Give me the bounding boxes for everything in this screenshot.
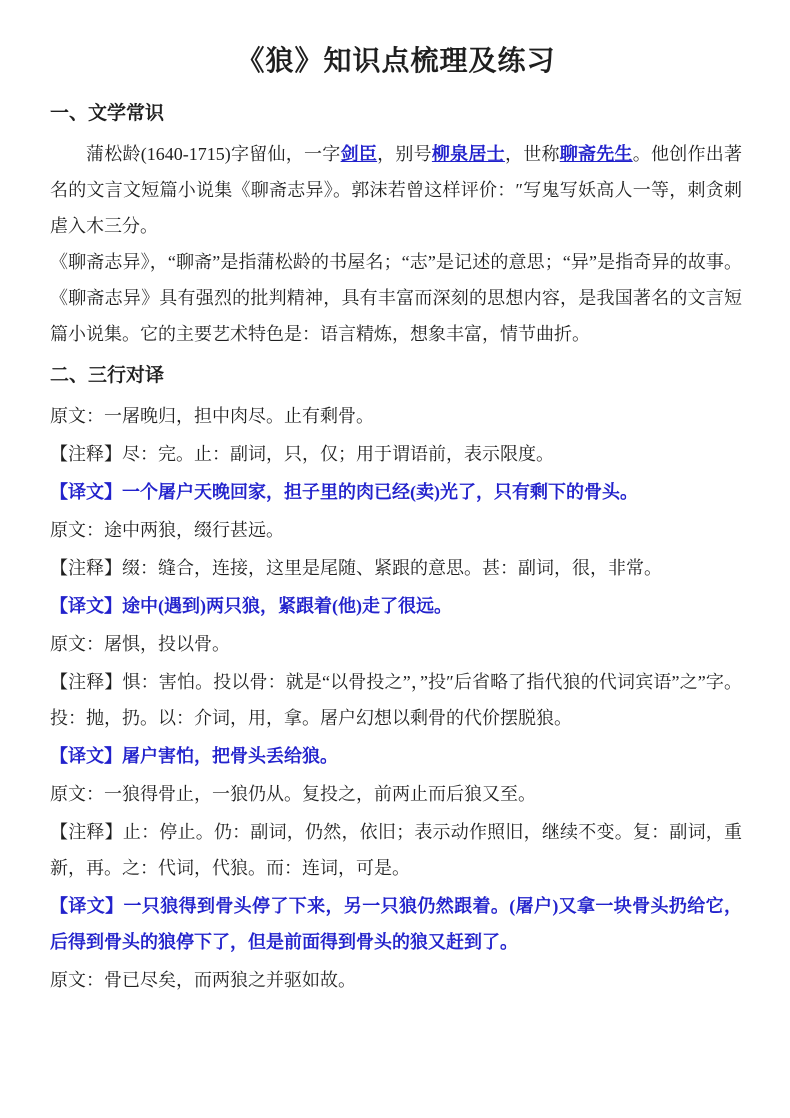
note-line: 【注释】缀：缝合，连接，这里是尾随、紧跟的意思。甚：副词，很，非常。 (50, 558, 662, 578)
original-line: 原文：一屠晚归，担中肉尽。止有剩骨。 (50, 406, 374, 426)
translation-line: 【译文】屠户害怕，把骨头丢给狼。 (50, 746, 338, 766)
translation-line: 【译文】一只狼得到骨头停了下来，另一只狼仍然跟着。(屠户)又拿一块骨头扔给它，后得到骨头的狼停下了，但是前面得到骨头的狼又赶到了。 (50, 896, 742, 952)
translation-line: 【译文】途中(遇到)两只狼，紧跟着(他)走了很远。 (50, 596, 452, 616)
translation-line: 【译文】一个屠户天晚回家，担子里的肉已经(卖)光了，只有剩下的骨头。 (50, 482, 638, 502)
note-line: 【注释】惧：害怕。投以骨：就是“以骨投之”，”投″后省略了指代狼的代词宾语”之”字。投：抛，扔。以：介词，用，拿。屠户幻想以剩骨的代价摆脱狼。 (50, 672, 742, 728)
page-title: 《狼》知识点梳理及练习 (236, 46, 556, 77)
section-heading-literature: 一、文学常识 (50, 103, 165, 124)
section-heading-translation: 二、三行对译 (50, 365, 165, 386)
literature-paragraph-1 (50, 136, 742, 244)
original-line: 原文：骨已尽矣，而两狼之并驱如故。 (50, 970, 356, 990)
literature-paragraph-2: 《聊斋志异》，“聊斋”是指蒲松龄的书屋名；“志”是记述的意思；“异”是指奇异的故事。《聊斋志异》具有强烈的批判精神，具有丰富而深刻的思想内容，是我国著名的文言短篇小说集。它的主要艺术特色是：语言精炼，想象丰富，情节曲折。 (50, 252, 742, 344)
text-run: 。他创作出著名的文言文短篇小说集《聊斋志异》。郭沫若曾这样评价：″写鬼写妖高人一等，刺贪刺虐入木三分。 (50, 144, 743, 236)
note-line: 【注释】尽：完。止：副词，只，仅；用于谓语前，表示限度。 (50, 444, 554, 464)
link-liaozhai-xiansheng[interactable]: 聊斋先生 (559, 144, 633, 164)
text-run: ，世称 (504, 144, 560, 164)
link-liuquan-jushi[interactable]: 柳泉居士 (431, 144, 505, 164)
note-line: 【注释】止：停止。仍：副词，仍然，依旧；表示动作照旧，继续不变。复：副词，重新，再。之：代词，代狼。而：连词，可是。 (50, 822, 742, 878)
original-line: 原文：一狼得骨止，一狼仍从。复投之，前两止而后狼又至。 (50, 784, 536, 804)
original-line: 原文：途中两狼，缀行甚远。 (50, 520, 284, 540)
link-jianchen[interactable]: 剑臣 (340, 144, 378, 164)
text-run: ，别号 (377, 144, 432, 164)
original-line: 原文：屠惧，投以骨。 (50, 634, 230, 654)
text-run: 蒲松龄(1640-1715)字留仙，一字 (86, 144, 341, 164)
